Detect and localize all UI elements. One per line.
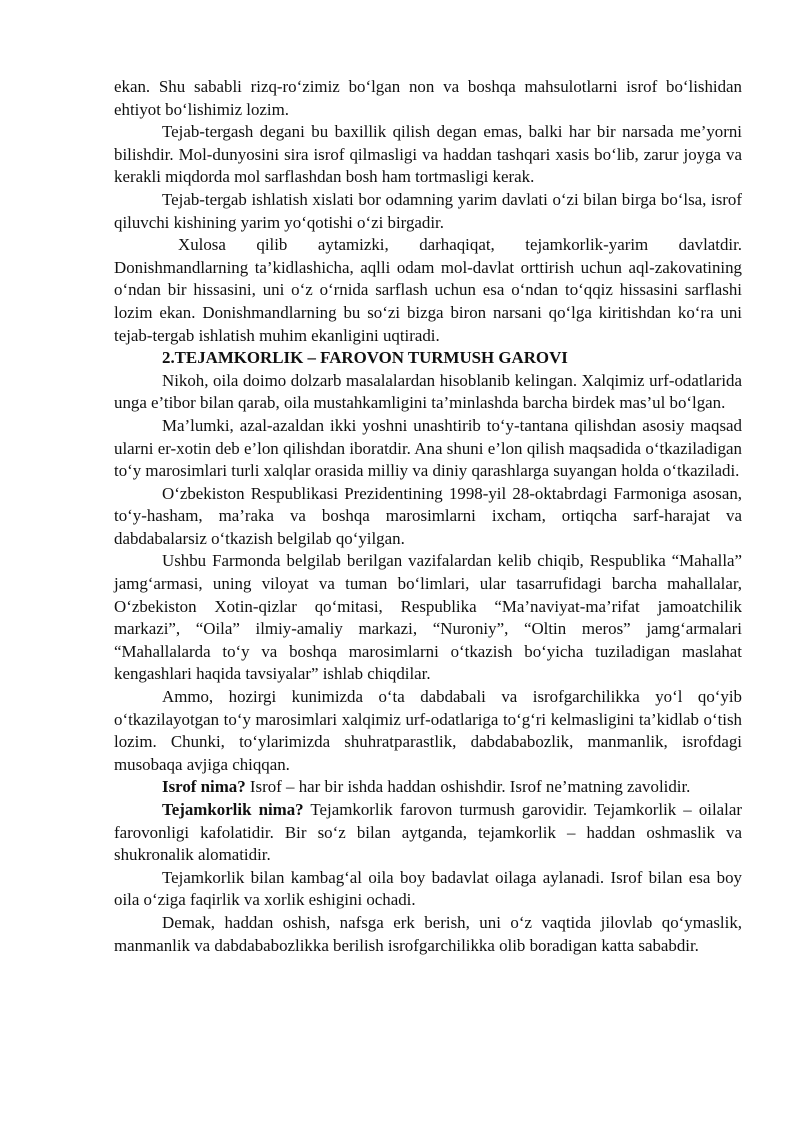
paragraph: Ma’lumki, azal-azaldan ikki yoshni unashtirib to‘y-tantana qilishdan asosiy maqsad ularni er-xotin deb e’lon qilishdan iboratdir. Ana shuni e’lon qilish maqsadida o‘tkaziladigan to‘y marosimlari turli xalqlar orasida milliy va diniy qarashlarga suyangan holda o‘tkaziladi. (114, 415, 742, 481)
question-lead: Tejamkorlik nima? (162, 800, 304, 819)
paragraph (114, 776, 742, 799)
document-page (114, 76, 742, 957)
paragraph: Tejab-tergab ishlatish xislati bor odamning yarim davlati o‘zi bilan birga bo‘lsa, isrof qiluvchi kishining yarim yo‘qotishi o‘zi birgadir. (114, 189, 742, 232)
paragraph: Ammo, hozirgi kunimizda o‘ta dabdabali va isrofgarchilikka yo‘l qo‘yib o‘tkazilayotgan to‘y marosimlari xalqimiz urf-odatlariga to‘g‘ri kelmasligini ta’kidlab o‘tish lozim. Chunki, to‘ylarimizda shuhratparastlik, dabdababozlik, manmanlik, isrofdagi musobaqa avjiga chiqqan. (114, 687, 742, 774)
paragraph: Tejab-tergash degani bu baxillik qilish degan emas, balki har bir narsada me’yorni bilishdir. Mol-dunyosini sira isrof qilmasligi va haddan tashqari xasis bo‘lib, zarur joyga va kerakli miqdorda mol sarflashdan bosh ham tortmasligi kerak. (114, 122, 742, 187)
question-lead: Isrof nima? (162, 777, 246, 797)
paragraph: ekan. Shu sababli rizq-ro‘zimiz bo‘lgan non va boshqa mahsulotlarni isrof bo‘lishidan ehtiyot bo‘lishimiz lozim. (114, 77, 742, 119)
paragraph: O‘zbekiston Respublikasi Prezidentining 1998-yil 28-oktabrdagi Farmoniga asosan, to‘y-hasham, ma’raka va boshqa marosimlarni ixcham, ortiqcha sarf-harajat va dabdabalarsiz o‘tkazish belgilab qo‘yilgan. (114, 483, 742, 548)
paragraph-text: Tejamkorlik farovon turmush garovidir. Tejamkorlik – oilalar farovonligi kafolatidir. Bir so‘z bilan aytganda, tejamkorlik – haddan oshmaslik va shukronalik alomatidir. (114, 800, 742, 865)
section-heading: 2.TEJAMKORLIK – FAROVON TURMUSH GAROVI (162, 348, 568, 368)
paragraph: Demak, haddan oshish, nafsga erk berish, uni o‘z vaqtida jilovlab qo‘ymaslik, manmanlik va dabdababozlikka berilish isrofgarchilikka olib boradigan katta sababdir. (114, 912, 742, 955)
paragraph (114, 799, 742, 867)
paragraph: Ushbu Farmonda belgilab berilgan vazifalardan kelib chiqib, Respublika “Mahalla” jamg‘armasi, uning viloyat va tuman bo‘limlari, ular tasarrufidagi barcha mahallalar, O‘zbekiston Xotin-qizlar qo‘mitasi, Respublika “Ma’naviyat-ma’rifat jamoatchilik markazi”, “Oila” ilmiy-amaliy markazi, “Nuroniy”, “Oltin meros” jamg‘armalari “Mahallalarda to‘y va boshqa marosimlarni o‘tkazish bo‘yicha tuziladigan maslahat kengashlari haqida tavsiyalar” ishlab chiqdilar. (114, 551, 742, 684)
paragraph-text: Isrof – har bir ishda haddan oshishdir. Isrof ne’matning zavolidir. (245, 777, 691, 797)
paragraph: Xulosa qilib aytamizki, darhaqiqat, tejamkorlik-yarim davlatdir. Donishmandlarning ta’kidlashicha, aqlli odam mol-davlat orttirish uchun aql-zakovatining o‘ndan bir hissasini, uni o‘z o‘rnida sarflash uchun esa o‘ndan to‘qqiz hissasini sarflashi lozim ekan. Donishmandlarning bu so‘zi bizga biron narsani qo‘lga kiritishdan ko‘ra uni tejab-tergab ishlatish muhim ekanligini uqtiradi. (114, 235, 742, 345)
paragraph: Tejamkorlik bilan kambag‘al oila boy badavlat oilaga aylanadi. Isrof bilan esa boy oila o‘ziga faqirlik va xorlik eshigini ochadi. (114, 867, 742, 910)
paragraph: Nikoh, oila doimo dolzarb masalalardan hisoblanib kelingan. Xalqimiz urf-odatlarida unga e’tibor bilan qarab, oila mustahkamligini ta’minlashda barcha birdek mas’ul bo‘lgan. (114, 370, 742, 413)
